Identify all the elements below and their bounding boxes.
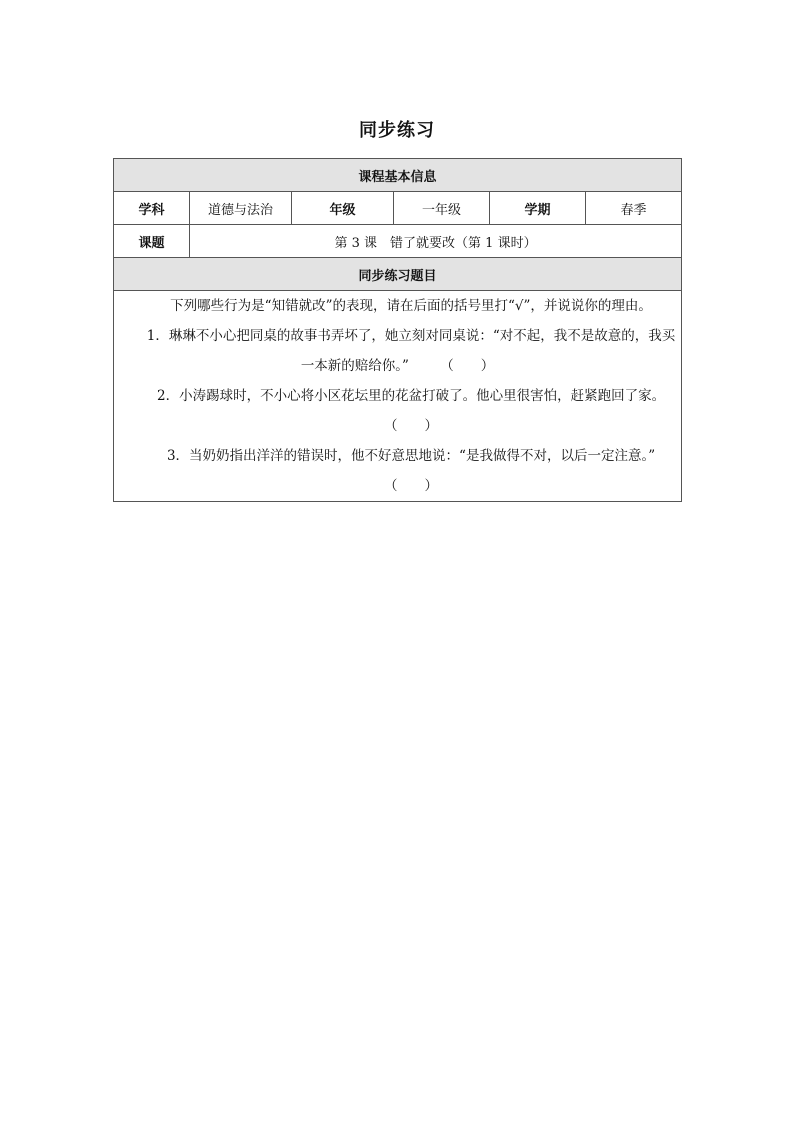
exercise-content [114,291,682,502]
exercise-item-text: 2．小涛踢球时，不小心将小区花坛里的花盆打破了。他心里很害怕，赶紧跑回了家。 [156,388,666,404]
exercise-header-row [114,258,682,291]
exercise-item-text: 1．琳琳不小心把同桌的故事书弄坏了，她立刻对同桌说：“对不起，我不是故意的，我买一本新的赔给你。” [146,328,676,374]
exercise-item-2 [114,381,681,441]
subject-label: 学科 [114,192,190,225]
exercise-intro: 下列哪些行为是“知错就改”的表现，请在后面的括号里打“√”，并说说你的理由。 [170,298,652,314]
term-label: 学期 [490,192,586,225]
course-info-table [113,158,682,502]
info-row [114,192,682,225]
exercise-row [114,291,682,502]
answer-bracket: （ ） [384,418,439,434]
term-value: 春季 [586,192,682,225]
exercise-item-3 [114,441,681,501]
exercise-item-1 [114,321,681,381]
page-title: 同步练习 [359,120,435,141]
grade-value: 一年级 [394,192,490,225]
topic-row [114,225,682,258]
subject-value: 道德与法治 [190,192,292,225]
info-header-row [114,159,682,192]
answer-bracket: （ ） [440,358,495,374]
grade-label: 年级 [292,192,394,225]
answer-bracket: （ ） [384,478,439,494]
exercise-header: 同步练习题目 [114,258,682,291]
info-header: 课程基本信息 [114,159,682,192]
exercise-item-text: 3．当奶奶指出洋洋的错误时，他不好意思地说：“是我做得不对，以后一定注意。” [166,448,656,464]
topic-label: 课题 [114,225,190,258]
topic-value: 第 3 课 错了就要改（第 1 课时） [190,225,682,258]
